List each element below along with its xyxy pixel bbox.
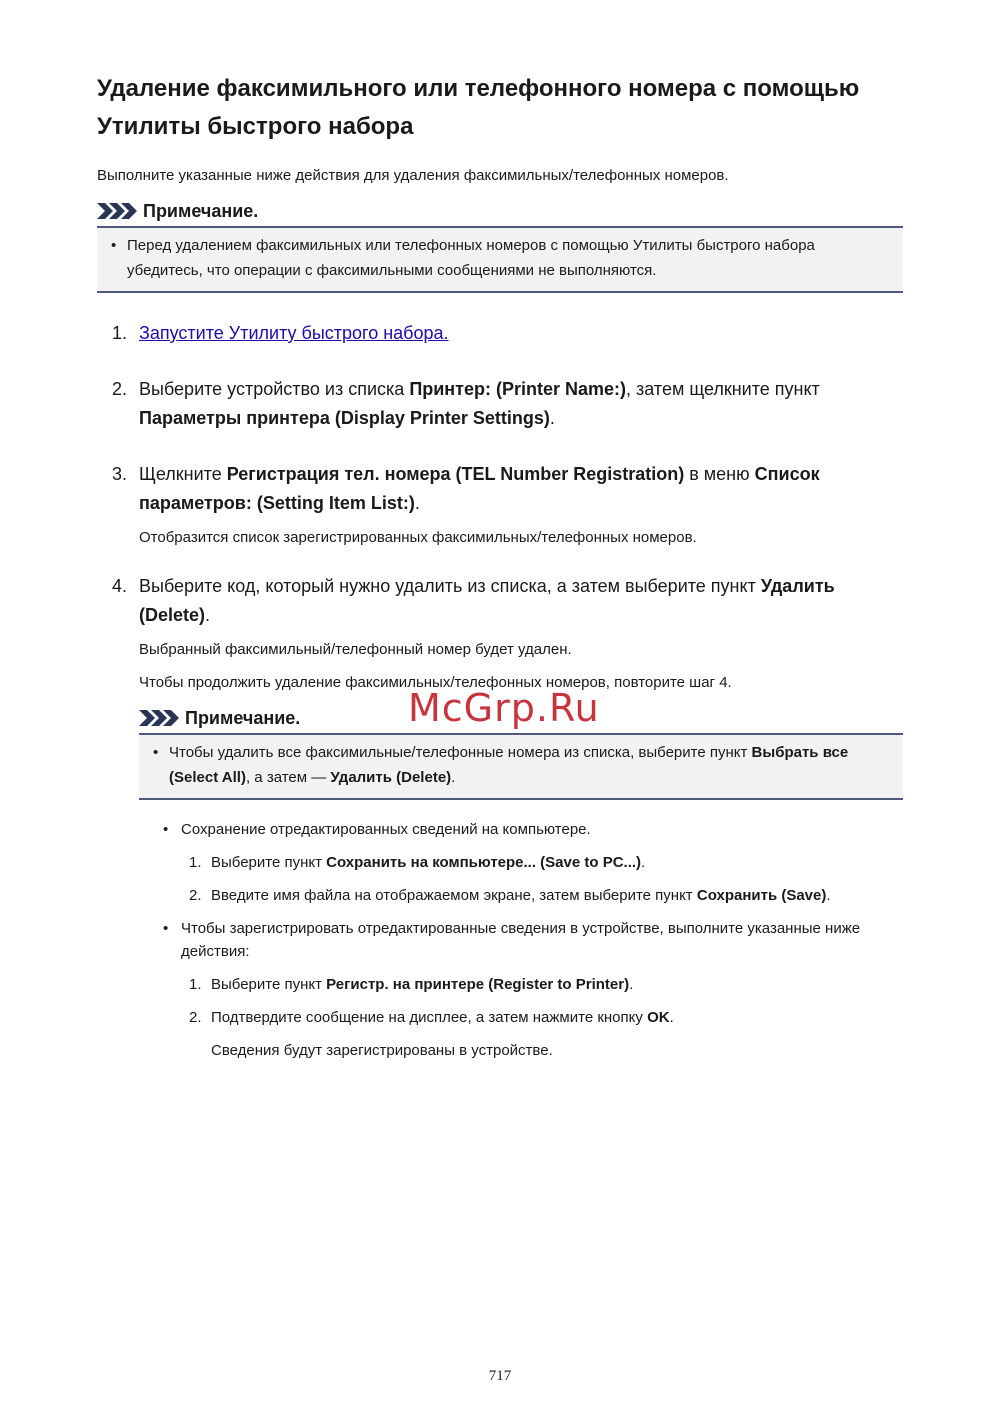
step-hint: Чтобы продолжить удаление факсимильных/телефонных номеров, повторите шаг 4.	[139, 674, 732, 691]
step-4	[97, 572, 903, 693]
steps-list	[97, 319, 903, 693]
register-bullet-text: Чтобы зарегистрировать отредактированные сведения в устройстве, выполните указанные ниже действия:	[181, 920, 861, 960]
save-bullet-text: Сохранение отредактированных сведений на компьютере.	[181, 821, 591, 838]
note-heading-label: Примечание.	[143, 201, 259, 221]
step-number: 2.	[112, 379, 128, 399]
note-item	[153, 740, 893, 790]
watermark: McGrp.Ru	[408, 686, 600, 730]
step-1	[97, 319, 903, 348]
save-steps	[189, 851, 903, 907]
step-text: Щелкните Регистрация тел. номера (TEL Number Registration) в меню Список параметров: (Setting Item List:).	[139, 464, 820, 513]
step-text: Выберите код, который нужно удалить из списка, а затем выберите пункт Удалить (Delete).	[139, 576, 835, 625]
page-number: 717	[488, 1368, 512, 1384]
step-result: Отобразится список зарегистрированных факсимильных/телефонных номеров.	[139, 529, 697, 546]
after-note-list	[163, 818, 903, 1062]
bullet: •	[163, 821, 169, 838]
document-page	[97, 70, 903, 1062]
bullet: •	[153, 744, 159, 761]
note-item	[111, 233, 893, 283]
step-2	[97, 375, 903, 433]
note-box	[97, 226, 903, 293]
step-result: Выбранный факсимильный/телефонный номер будет удален.	[139, 641, 572, 658]
save-section	[163, 818, 903, 907]
note-item-text: Чтобы удалить все факсимильные/телефонные номера из списка, выберите пункт Выбрать все (Select All), а затем — Удалить (Delete).	[169, 744, 849, 786]
bullet: •	[111, 237, 117, 254]
note-item-text: Перед удалением факсимильных или телефонных номеров с помощью Утилиты быстрого набора убедитесь, что операции с факсимильными сообщениями не выполняются.	[127, 237, 815, 279]
note-heading-label: Примечание.	[185, 708, 301, 728]
note-box	[139, 733, 903, 800]
bullet: •	[163, 920, 169, 937]
step-number: 3.	[112, 464, 128, 484]
note-block	[97, 200, 903, 293]
note-arrows-icon	[97, 203, 137, 219]
step-3	[97, 460, 903, 548]
list-item: 2. Введите имя файла на отображаемом экране, затем выберите пункт Сохранить (Save).	[189, 887, 831, 904]
launch-utility-link[interactable]: Запустите Утилиту быстрого набора.	[139, 323, 449, 343]
step-number: 4.	[112, 576, 128, 596]
register-section	[163, 917, 903, 1062]
register-steps	[189, 973, 903, 1062]
step-text: Выберите устройство из списка Принтер: (Printer Name:), затем щелкните пункт Параметры принтера (Display Printer Settings).	[139, 379, 820, 428]
register-result: Сведения будут зарегистрированы в устройстве.	[211, 1042, 553, 1059]
note-arrows-icon	[139, 710, 179, 726]
list-item: 2. Подтвердите сообщение на дисплее, а затем нажмите кнопку OK.	[189, 1009, 674, 1026]
list-item: 1. Выберите пункт Регистр. на принтере (Register to Printer).	[189, 976, 634, 993]
list-item: 1. Выберите пункт Сохранить на компьютере... (Save to PC...).	[189, 854, 646, 871]
note-heading	[97, 200, 903, 222]
intro-text: Выполните указанные ниже действия для удаления факсимильных/телефонных номеров.	[97, 167, 729, 184]
page-title: Удаление факсимильного или телефонного номера с помощью Утилиты быстрого набора	[97, 75, 860, 140]
step-number: 1.	[112, 323, 128, 343]
